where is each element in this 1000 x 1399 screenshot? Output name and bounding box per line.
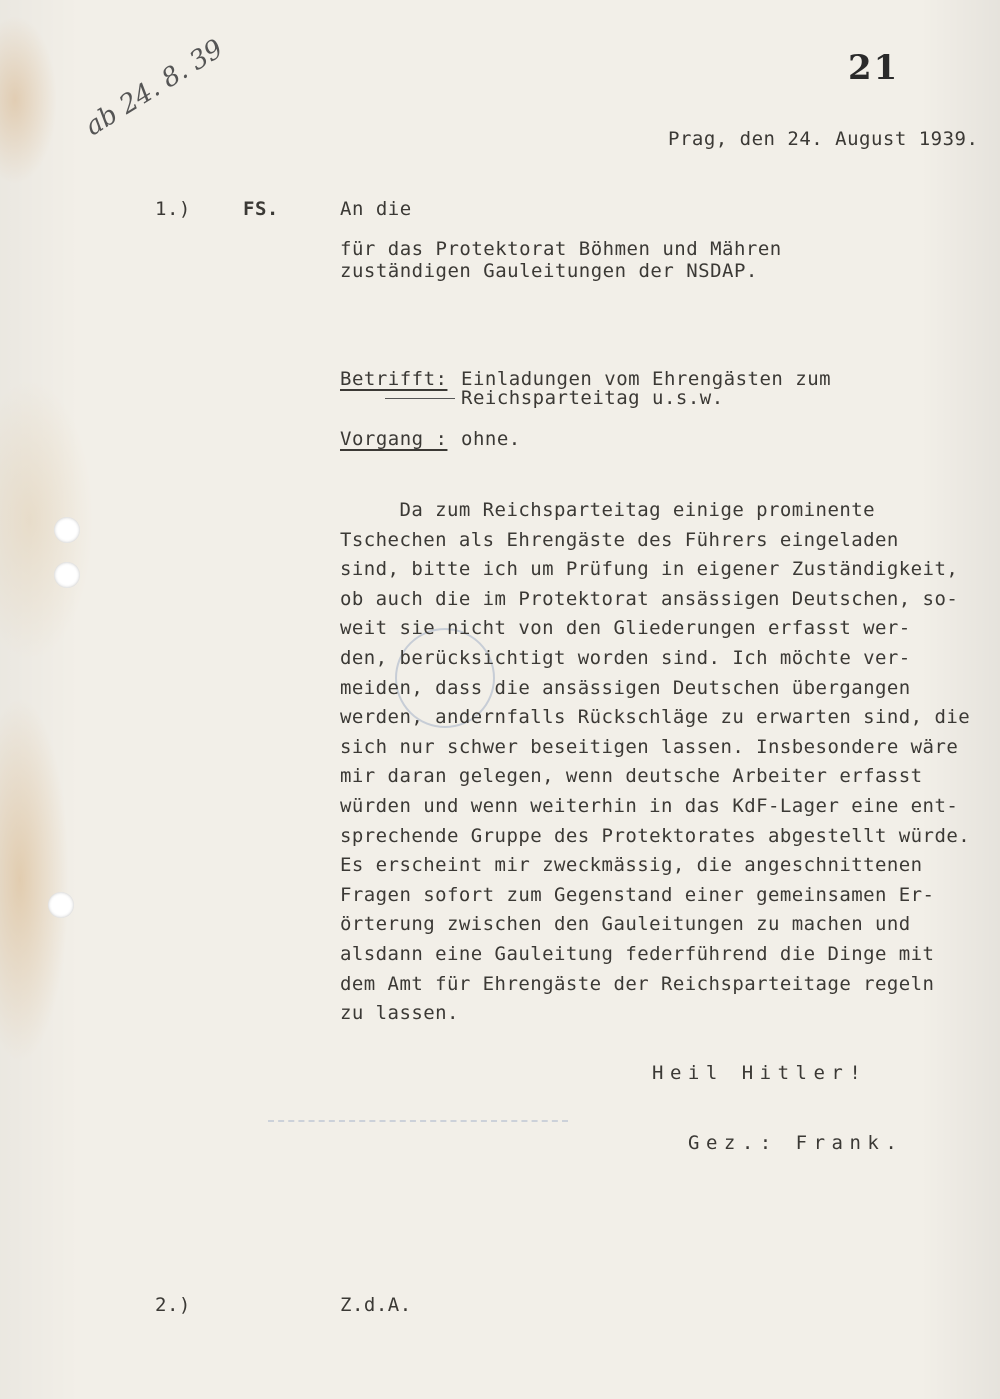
page-number: 21 — [848, 48, 900, 88]
closing-salutation: Heil Hitler! — [652, 1062, 868, 1084]
address-line-2: für das Protektorat Böhmen und Mähren — [340, 238, 782, 260]
punch-hole-bottom — [48, 892, 74, 918]
body-line: Da zum Reichsparteitag einige prominente — [340, 499, 876, 521]
handwritten-note: ab 24. 8. 39 — [80, 33, 229, 142]
body-line: Fragen sofort zum Gegenstand einer gemeinsamen Er- — [340, 883, 935, 906]
signature: Gez.: Frank. — [688, 1132, 904, 1154]
body-line: sind, bitte ich um Prüfung in eigener Zuständigkeit, — [340, 558, 959, 581]
body-line: Tschechen als Ehrengäste des Führers eingeladen — [340, 528, 899, 551]
subject-line-2: Reichsparteitag u.s.w. — [461, 387, 724, 409]
date-line: Prag, den 24. August 1939. — [668, 128, 979, 150]
punch-hole-top — [54, 517, 80, 543]
body-line: zu lassen. — [340, 1002, 459, 1025]
body-line: örterung zwischen den Gauleitungen zu machen und — [340, 913, 911, 936]
address-line-1: An die — [340, 198, 412, 220]
body-line: werden, andernfalls Rückschläge zu erwarten sind, die — [340, 706, 971, 729]
letter-body — [340, 496, 970, 1029]
item-1-number: 1.) — [155, 198, 191, 220]
punch-hole-middle — [54, 562, 80, 588]
reference-value: ohne. — [461, 428, 521, 450]
address-line-3: zuständigen Gauleitungen der NSDAP. — [340, 260, 758, 282]
body-line: weit sie nicht von den Gliederungen erfasst wer- — [340, 617, 911, 640]
body-line: meiden, dass die ansässigen Deutschen übergangen — [340, 676, 911, 699]
reference-label: Vorgang : — [340, 428, 448, 450]
item-2-text: Z.d.A. — [340, 1294, 412, 1316]
item-2-number: 2.) — [155, 1294, 191, 1316]
body-line: sich nur schwer beseitigen lassen. Insbesondere wäre — [340, 735, 959, 758]
faded-stamp-line — [268, 1080, 568, 1122]
subject-dash — [385, 398, 455, 399]
body-line: mir daran gelegen, wenn deutsche Arbeiter erfasst — [340, 765, 923, 788]
body-line: sprechende Gruppe des Protektorates abgestellt würde. — [340, 824, 971, 847]
body-line: dem Amt für Ehrengäste der Reichsparteitage regeln — [340, 972, 935, 995]
body-line: würden und wenn weiterhin in das KdF-Lager eine ent- — [340, 794, 959, 817]
subject-label: Betrifft: — [340, 368, 448, 390]
body-line: den, berücksichtigt worden sind. Ich möchte ver- — [340, 646, 911, 669]
item-1-code: FS. — [243, 198, 279, 220]
body-line: alsdann eine Gauleitung federführend die Dinge mit — [340, 942, 935, 965]
body-line: ob auch die im Protektorat ansässigen Deutschen, so- — [340, 587, 959, 610]
subject-line-1: Einladungen vom Ehrengästen zum — [461, 368, 832, 390]
body-line: Es erscheint mir zweckmässig, die angeschnittenen — [340, 854, 923, 877]
